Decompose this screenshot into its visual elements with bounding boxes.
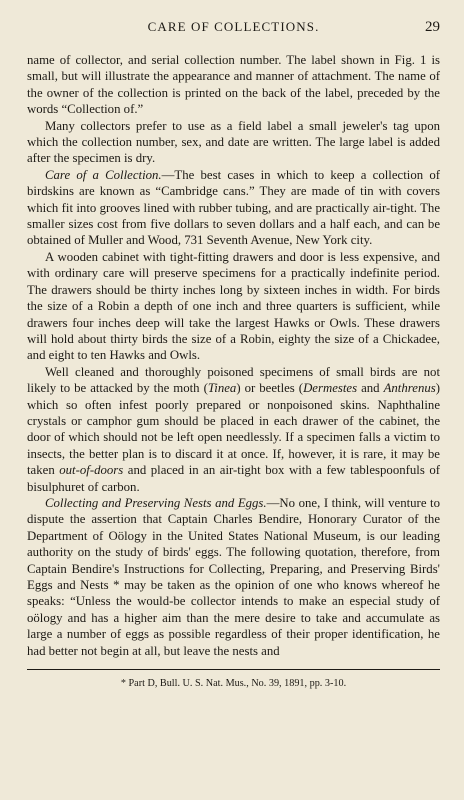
paragraph-wooden-cabinet: A wooden cabinet with tight-fitting drawers and door is less expensive, and with ordinary care will preserve specimens for a practically indefinite period. The drawers should be thirty inches long by sixteen inches in width. For birds the size of a Robin a depth of one inch and three quarters is sufficient, while drawers four inches deep will take the largest Hawks or Owls. These drawers will hold about thirty birds the size of a Robin, eighty the size of a Chickadee, and eight to ten Hawks and Owls. (27, 249, 440, 363)
running-title: CARE OF COLLECTIONS. (147, 19, 320, 34)
paragraph-field-label: Many collectors prefer to use as a field label a small jeweler's tag upon which the collection number, sex, and date are written. The large label is added after the specimen is dry. (27, 118, 440, 166)
paragraph-insects: Well cleaned and thoroughly poisoned specimens of small birds are not likely to be attacked by the moth (Tinea) or beetles (Dermestes and Anthrenus) which so often infest poorly prepared or nonpoisoned skins. Naphthaline crystals or camphor gum should be placed in each drawer of the cabinet, the door of which should not be left open needlessly. If a specimen falls a victim to insects, the better plan is to discard it at once. If, however, it is rare, it may be taken out-of-doors and placed in an air-tight box with a few tablespoonfuls of bisulphuret of carbon. (27, 364, 440, 494)
section-heading-care: Care of a Collection. (45, 167, 162, 182)
running-header (27, 14, 440, 40)
section-heading-nests-eggs: Collecting and Preserving Nests and Eggs. (45, 495, 267, 510)
paragraph-label-description: name of collector, and serial collection number. The label shown in Fig. 1 is small, but will illustrate the appearance and manner of attachment. The name of the owner of the collection is printed on the back of the label, preceded by the words “Collection of.” (27, 53, 440, 117)
footnote: * Part D, Bull. U. S. Nat. Mus., No. 39, 1891, pp. 3-10. (120, 678, 347, 690)
paragraph-care-of-collection: Care of a Collection.—The best cases in which to keep a collection of birdskins are known as “Cambridge cans.” They are made of tin with covers which fit into grooves lined with rubber tubing, and are practically air-tight. The smaller sizes cost from five dollars to seven dollars and a half each, and can be obtained of Muller and Wood, 731 Seventh Avenue, New York city. (27, 167, 440, 248)
page-number: 29 (425, 19, 440, 35)
footnote-divider (27, 669, 440, 670)
page-body (27, 52, 440, 659)
paragraph-nests-eggs: Collecting and Preserving Nests and Eggs.—No one, I think, will venture to dispute the assertion that Captain Charles Bendire, Honorary Curator of the Department of Oölogy in the United States National Museum, is our leading authority on the study of birds' eggs. The following quotation, therefore, from Captain Bendire's Instructions for Collecting, Preparing, and Preserving Birds' Eggs and Nests * may be taken as the opinion of one who knows whereof he speaks: “Unless the would-be collector intends to make an especial study of oölogy and has a higher aim than the mere desire to take and accumulate as large a number of eggs as possible regardless of their proper identification, he had better not begin at all, but leave the nests and (27, 495, 440, 658)
